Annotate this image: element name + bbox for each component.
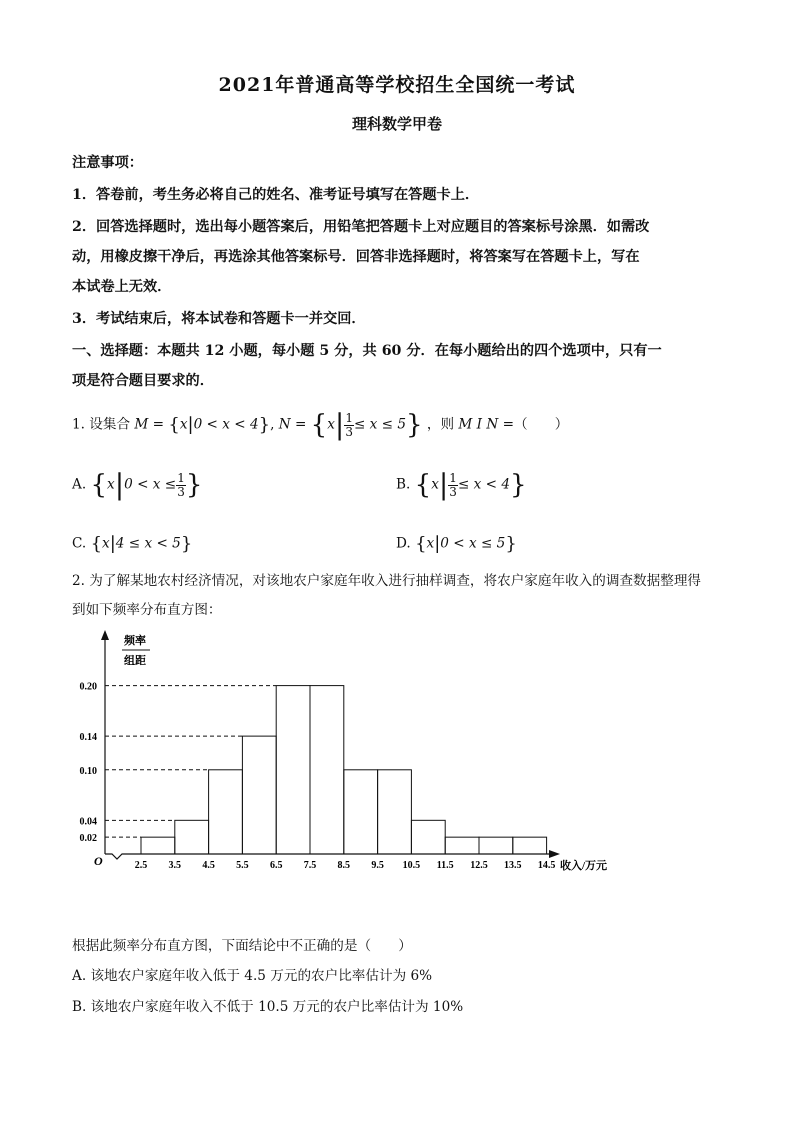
- right-brace: }: [406, 410, 423, 440]
- x-tick-label: 12.5: [470, 860, 488, 871]
- histogram-bar: [445, 837, 479, 854]
- right-brace: }: [505, 533, 517, 555]
- y-tick-label: 0.04: [79, 816, 97, 828]
- set-bar: |: [434, 533, 441, 554]
- section-heading: 一、选择题：本题共 12 小题，每小题 5 分，共 60 分．在每小题给出的四个选项中，只有一: [72, 343, 662, 359]
- left-brace: {: [414, 470, 432, 500]
- fraction: $\frac{1}{3}$: [449, 470, 457, 499]
- set-n: N: [278, 416, 291, 433]
- y-tick-labels: [80, 682, 98, 845]
- histogram-bar: [242, 736, 276, 854]
- x-tick-labels: [135, 860, 556, 871]
- note-item: 本试卷上无效．: [72, 279, 172, 295]
- axes: [101, 630, 560, 859]
- variable-x: x: [327, 416, 335, 433]
- set-bar: |: [334, 408, 345, 441]
- histogram-bar: [479, 837, 513, 854]
- histogram-bar: [344, 770, 378, 854]
- set-bar: |: [438, 468, 449, 501]
- x-tick-label: 11.5: [436, 860, 454, 871]
- q1-option-d: D. {x|0 < x ≤ 5}: [396, 530, 517, 558]
- right-brace: }: [510, 470, 527, 500]
- right-brace: }: [258, 414, 271, 436]
- left-brace: {: [90, 470, 108, 500]
- set-m: M: [134, 416, 149, 433]
- exam-subtitle: 理科数学甲卷: [351, 115, 442, 133]
- q1-answer-blank: =（ ）: [502, 416, 569, 433]
- right-brace: }: [180, 533, 193, 555]
- fraction: $\frac{1}{3}$: [177, 470, 185, 499]
- q2-option-b: B. 该地农户家庭年收入不低于 10.5 万元的农户比率估计为 10%: [72, 999, 464, 1015]
- x-tick-label: 9.5: [371, 860, 384, 871]
- question-1: [72, 410, 568, 440]
- histogram-bar: [209, 770, 243, 854]
- histogram-bars: [141, 686, 547, 854]
- q1-option-b: B. {x| $\frac{1}{3}$ ≤ x < 4}: [396, 468, 527, 501]
- x-tick-label: 4.5: [202, 860, 215, 871]
- y-tick-label: 0.20: [79, 681, 97, 693]
- q2-stem-cont: 到如下频率分布直方图：: [72, 602, 222, 618]
- x-tick-label: 3.5: [168, 860, 182, 871]
- origin-label: O: [94, 854, 103, 868]
- note-item: 3．考试结束后，将本试卷和答题卡一并交回．: [72, 311, 366, 327]
- section-heading-cont: 项是符合题目要求的．: [72, 373, 214, 389]
- reference-lines: [105, 686, 276, 838]
- x-tick-label: 5.5: [236, 860, 249, 871]
- y-axis-label-numerator: 频率: [124, 635, 146, 647]
- set-bar: |: [114, 468, 125, 501]
- set-n-condition: ≤ x ≤ 5: [353, 416, 407, 433]
- comma: ,: [270, 416, 275, 433]
- set-m-condition: 0 < x < 4: [193, 416, 259, 433]
- x-tick-label: 2.5: [134, 860, 148, 871]
- left-brace: {: [415, 533, 427, 555]
- x-axis-label: 收入/万元: [560, 860, 608, 872]
- q1-then: ，则: [426, 416, 455, 433]
- q1-option-c: C. {x|4 ≤ x < 5}: [72, 530, 192, 558]
- left-brace: {: [90, 533, 103, 555]
- q1-option-a: A. {x|0 < x ≤ $\frac{1}{3}$ }: [72, 468, 203, 501]
- histogram-bar: [141, 837, 175, 854]
- exam-title: 2021年普通高等学校招生全国统一考试: [218, 74, 576, 96]
- fraction: $\frac{1}{3}$: [345, 410, 353, 439]
- note-item: 动，用橡皮擦干净后，再选涂其他答案标号．回答非选择题时，将答案写在答题卡上，写在: [72, 249, 640, 265]
- y-axis-arrow: [101, 630, 109, 640]
- x-tick-label: 7.5: [303, 860, 317, 871]
- q1-prefix: 1. 设集合: [72, 416, 131, 433]
- set-bar: |: [187, 414, 194, 435]
- left-brace: {: [310, 410, 328, 440]
- x-tick-label: 8.5: [337, 860, 351, 871]
- y-tick-label: 0.14: [79, 732, 97, 744]
- left-brace: {: [168, 414, 180, 436]
- x-axis: [105, 854, 550, 859]
- y-tick-label: 0.02: [79, 833, 97, 845]
- note-item: 1．答卷前，考生务必将自己的姓名、准考证号填写在答题卡上．: [72, 187, 480, 203]
- x-axis-arrow: [549, 850, 560, 858]
- x-tick-label: 14.5: [537, 860, 556, 871]
- histogram-bar: [411, 820, 445, 854]
- variable-x: x: [179, 416, 188, 433]
- notes-heading: 注意事项：: [72, 155, 143, 171]
- histogram-bar: [175, 820, 209, 854]
- equals-sign: =: [294, 416, 307, 433]
- histogram-bar: [276, 686, 310, 854]
- x-tick-label: 13.5: [504, 860, 522, 871]
- y-tick-label: 0.10: [79, 765, 97, 777]
- x-tick-label: 10.5: [402, 860, 421, 871]
- set-bar: |: [109, 533, 116, 554]
- q2-stem: 2. 为了解某地农村经济情况，对该地农户家庭年收入进行抽样调查，将农户家庭年收入的调查数据整理得: [72, 573, 702, 589]
- histogram-bar: [310, 686, 344, 854]
- x-tick-label: 6.5: [269, 860, 283, 871]
- equals-sign: =: [152, 416, 165, 433]
- y-axis-label-denominator: 组距: [124, 655, 146, 667]
- intersection-expression: M I N: [458, 416, 499, 433]
- histogram-bar: [378, 770, 412, 854]
- note-item: 2．回答选择题时，选出每小题答案后，用铅笔把答题卡上对应题目的答案标号涂黑．如需改: [72, 219, 650, 235]
- frequency-histogram: [70, 625, 630, 880]
- histogram-bar: [513, 837, 547, 854]
- q2-question: 根据此频率分布直方图，下面结论中不正确的是（ ）: [72, 938, 412, 954]
- q2-option-a: A. 该地农户家庭年收入低于 4.5 万元的农户比率估计为 6%: [72, 968, 433, 984]
- right-brace: }: [185, 470, 203, 500]
